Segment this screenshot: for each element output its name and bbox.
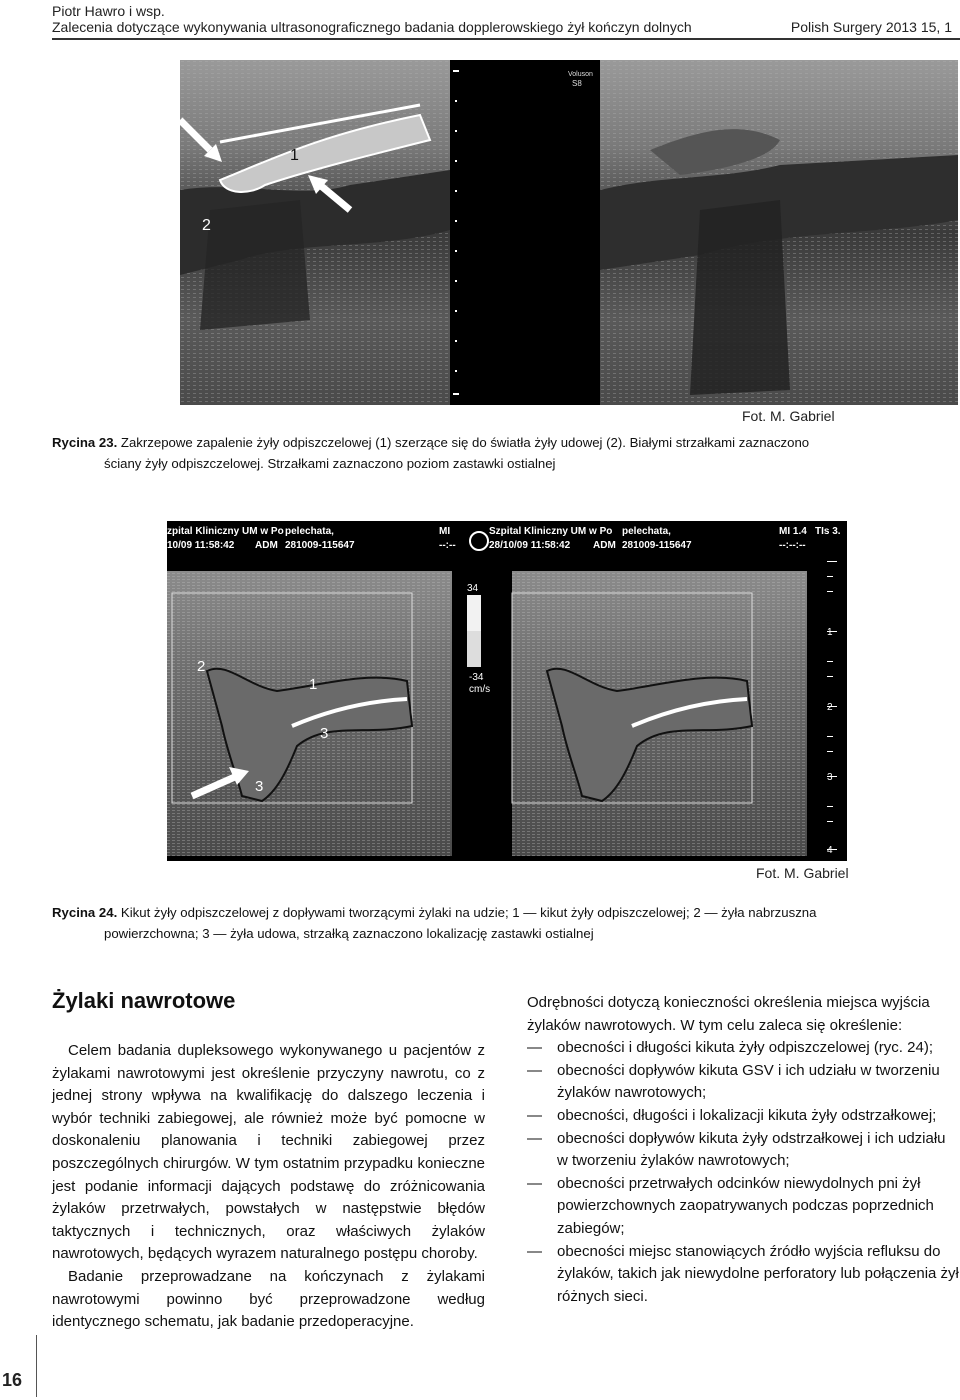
- fig24-scale-top: 34: [467, 583, 479, 594]
- list-item: — obecności, długości i lokalizacji kikuta żyły odstrzałkowej;: [527, 1105, 959, 1128]
- fig24-right-hdr1c: MI 1.4: [779, 526, 807, 537]
- list-item: — obecności dopływów kikuta żyły odstrzałkowej i ich udziału w tworzeniu żylaków nawrotowych;: [527, 1128, 959, 1173]
- fig24-right-hdr1: Szpital Kliniczny UM w Po: [489, 526, 613, 537]
- fig23-label-1: 1: [290, 147, 299, 164]
- fig24-right-hdr2d: --:--:--: [779, 540, 806, 551]
- figure-23-caption-text-2: ściany żyły odpiszczelowej. Strzałkami zaznaczono poziom zastawki ostialnej: [104, 456, 556, 471]
- fig24-scale-bottom: -34: [469, 672, 484, 683]
- right-column: [527, 992, 959, 1308]
- fig24-left-hdr1: zpital Kliniczny UM w Po: [167, 526, 284, 537]
- fig24-depth-2: 2: [827, 702, 833, 713]
- fig24-left-hdr1c: MI: [439, 526, 451, 537]
- fig24-label-2: 2: [197, 658, 206, 675]
- fig24-right-hdr1b: pelechata,: [622, 526, 671, 537]
- page-number: 16: [2, 1370, 23, 1390]
- fig24-right-hdr2b: ADM: [593, 540, 616, 551]
- figure-24-credit: Fot. M. Gabriel: [756, 865, 849, 881]
- fig24-left-hdr1b: pelechata,: [285, 526, 334, 537]
- figure-24-caption-text-2: powierzchowna; 3 — żyła udowa, strzałką zaznaczono lokalizację zastawki ostialnej: [104, 926, 594, 941]
- list-item: — obecności miejsc stanowiących źródło wyjścia refluksu do żylaków, takich jak niewydolne perforatory lub połączenia żył różnych sieci.: [527, 1241, 959, 1309]
- figure-24-caption-text: Kikut żyły odpiszczelowej z dopływami tworzącymi żylaki na udzie; 1 — kikut żyły odpiszczelowej; 2 — żyła nabrzuszna: [120, 905, 817, 920]
- fig24-left-hdr2c: 281009-115647: [285, 540, 355, 551]
- list-item: — obecności dopływów kikuta GSV i ich udziału w tworzeniu żylaków nawrotowych;: [527, 1060, 959, 1105]
- paragraph-1: Celem badania dupleksowego wykonywanego u pacjentów z żylakami nawrotowymi jest określenie przyczyny nawrotu, co z jednej strony wpływa na kwalifikację do dalszego leczenia i wybór techniki zabiegowej, ale również może być pomocne w doskonaleniu planowania i techniki zabiegowej przez poszczególnych chirurgów. W tym ostatnim przypadku konieczne jest podanie informacji dających podstawę do zróżnicowania żylaków przetrwałych, powstałych w następstwie błędów taktycznych i technicznych, oraz właściwych żylaków nawrotowych, będących wyrazem naturalnego postępu choroby.: [52, 1042, 485, 1263]
- fig24-scale-unit: cm/s: [469, 684, 491, 695]
- fig24-depth-3: 3: [827, 772, 833, 783]
- fig24-left-hdr2: 10/09 11:58:42: [167, 540, 235, 551]
- header-article-title: Zalecenia dotyczące wykonywania ultrasonograficznego badania dopplerowskiego żył kończyn dolnych: [52, 19, 692, 35]
- figure-24-caption: [52, 902, 960, 944]
- page-number-rule: [36, 1335, 37, 1397]
- fig23-overlay-code: S8: [572, 79, 582, 88]
- header-rule: [52, 38, 960, 40]
- figure-24-ultrasound-image: [167, 521, 847, 861]
- figure-24-caption-label: Rycina 24.: [52, 905, 118, 920]
- header-authors: Piotr Hawro i wsp.: [52, 3, 165, 19]
- figure-23-caption-text: Zakrzepowe zapalenie żyły odpiszczelowej (1) szerzące się do światła żyły udowej (2). Białymi strzałkami zaznaczono: [120, 435, 810, 450]
- paragraph-2: Badanie przeprowadzane na kończynach z żylakami nawrotowymi powinno być przeprowadzone według identycznego schematu, jak badanie przedoperacyjne.: [52, 1267, 485, 1331]
- figure-23-ultrasound-image: [180, 60, 958, 405]
- fig24-left-hdr2b: ADM: [255, 540, 278, 551]
- fig24-depth-1: 1: [827, 627, 833, 638]
- figure-23-caption-label: Rycina 23.: [52, 435, 118, 450]
- section-title: Żylaki nawrotowe: [52, 988, 236, 1013]
- list-item: — obecności i długości kikuta żyły odpiszczelowej (ryc. 24);: [527, 1037, 959, 1060]
- fig24-right-hdr2: 28/10/09 11:58:42: [489, 540, 571, 551]
- right-intro: Odrębności dotyczą konieczności określenia miejsca wyjścia żylaków nawrotowych. W tym celu zaleca się określenie:: [527, 994, 930, 1034]
- fig23-label-2: 2: [202, 217, 211, 234]
- left-column: [52, 1040, 485, 1334]
- figure-23-caption: [52, 432, 960, 474]
- fig24-right-hdr1d: TIs 3.: [815, 526, 841, 537]
- fig23-overlay-brand: Voluson: [568, 71, 593, 78]
- fig24-left-hdr2d: --:--: [439, 540, 456, 551]
- header-journal: Polish Surgery 2013 15, 1: [790, 19, 952, 35]
- recommendation-list: [527, 1037, 959, 1308]
- running-header-left: [52, 3, 692, 35]
- fig24-label-1: 1: [309, 676, 318, 693]
- fig24-right-hdr2c: 281009-115647: [622, 540, 692, 551]
- figure-23-credit: Fot. M. Gabriel: [742, 408, 835, 424]
- fig24-label-3a: 3: [320, 725, 329, 742]
- fig24-depth-4: 4: [827, 845, 833, 856]
- list-item: — obecności przetrwałych odcinków niewydolnych pni żył powierzchownych zaopatrywanych podczas poprzednich zabiegów;: [527, 1173, 959, 1241]
- fig24-label-3b: 3: [255, 778, 264, 795]
